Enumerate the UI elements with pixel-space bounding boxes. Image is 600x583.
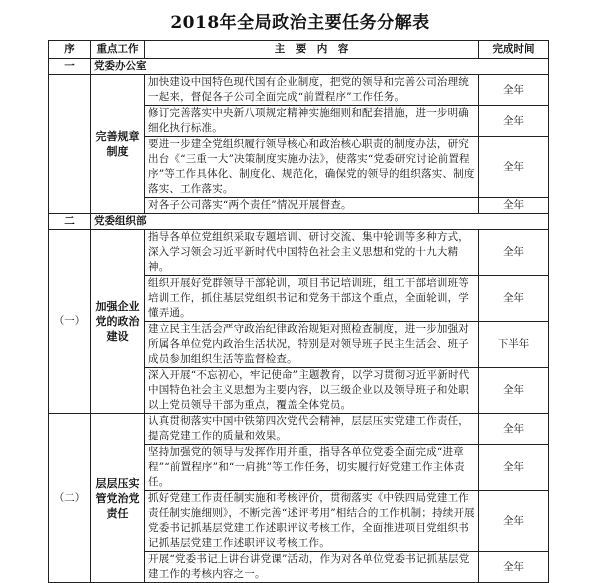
task-deadline: 全年 [479, 368, 549, 414]
task-content: 抓好党建工作责任制实施和考核评价，贯彻落实《中铁四局党建工作责任制实施细则》，不断完善“述评考用”相结合的工作机制；持续开展党委书记抓基层党建工作述职评议考核工作，全面推进项目党组织书记抓基层党建工作述职评议考核工作。 [145, 491, 479, 552]
task-deadline: 全年 [479, 137, 549, 198]
task-content: 组织开展好党群领导干部轮训，项目书记培训班，组工干部培训班等培训工作，抓住基层党组织书记和党务干部这个重点，全面轮训，学懂弄通。 [145, 276, 479, 322]
task-table [48, 40, 549, 583]
group-focus: 层层压实管党治党责任 [91, 414, 145, 583]
task-deadline: 全年 [479, 414, 549, 445]
task-deadline: 全年 [479, 198, 549, 214]
task-deadline: 全年 [479, 552, 549, 583]
task-content: 修订完善落实中央新八项规定精神实施细则和配套措施，进一步明确细化执行标准。 [145, 106, 479, 137]
task-content: 指导各单位党组织采取专题培训、研讨交流、集中轮训等多种方式，深入学习领会习近平新时代中国特色社会主义思想和党的十九大精神。 [145, 230, 479, 276]
table-row [49, 75, 549, 106]
task-deadline: 全年 [479, 106, 549, 137]
task-deadline: 下半年 [479, 322, 549, 368]
table-row [49, 414, 549, 445]
section-title: 党委办公室 [91, 59, 549, 75]
task-content: 建立民主生活会严守政治纪律政治规矩对照检查制度，进一步加强对所属各单位党内政治生活状况，特别是对领导班子民主生活会、班子成员参加组织生活等监督检查。 [145, 322, 479, 368]
task-content: 深入开展“不忘初心，牢记使命”主题教育，以学习贯彻习近平新时代中国特色社会主义思想为主要内容，以三级企业以及领导班子和处职以上党员领导干部为重点，覆盖全体党员。 [145, 368, 479, 414]
task-deadline: 全年 [479, 230, 549, 276]
section-row [49, 59, 549, 75]
task-content: 认真贯彻落实中国中铁第四次党代会精神，层层压实党建工作责任，提高党建工作的质量和效果。 [145, 414, 479, 445]
section-number: 一 [49, 59, 91, 75]
table-row [49, 230, 549, 276]
section-row [49, 214, 549, 230]
page-title: 2018年全局政治主要任务分解表 [170, 13, 430, 33]
task-deadline: 全年 [479, 75, 549, 106]
header-deadline: 完成时间 [479, 41, 549, 59]
group-seq [49, 75, 91, 214]
section-title: 党委组织部 [91, 214, 549, 230]
task-deadline: 全年 [479, 276, 549, 322]
task-content: 要进一步建全党组织履行领导核心和政治核心职责的制度办法，研究出台《“三重一大”决策制度实施办法》，使落实“党委研究讨论前置程序”等工作具体化、制度化、规范化，确保党的领导的组织落实、制度落实、工作落实。 [145, 137, 479, 198]
task-content: 加快建设中国特色现代国有企业制度，把党的领导和完善公司治理统一起来，督促各子公司全面完成“前置程序”工作任务。 [145, 75, 479, 106]
group-seq: （一） [49, 230, 91, 414]
header-focus: 重点工作 [91, 41, 145, 59]
task-content: 坚持加强党的领导与发挥作用并重，指导各单位党委全面完成“进章程”“前置程序”和“一肩挑”等工作任务，切实履行好党建工作主体责任。 [145, 445, 479, 491]
task-content: 对各子公司落实“两个责任”情况开展督查。 [145, 198, 479, 214]
task-content: 开展“党委书记上讲台讲党课”活动，作为对各单位党委书记抓基层党建工作的考核内容之一。 [145, 552, 479, 583]
task-deadline: 全年 [479, 445, 549, 491]
group-focus: 完善规章制度 [91, 75, 145, 214]
task-deadline: 全年 [479, 491, 549, 552]
section-number: 二 [49, 214, 91, 230]
group-focus: 加强企业党的政治建设 [91, 230, 145, 414]
group-seq: （二） [49, 414, 91, 583]
header-content: 主 要 内 容 [145, 41, 479, 59]
header-seq: 序 [49, 41, 91, 59]
table-header-row [49, 41, 549, 59]
